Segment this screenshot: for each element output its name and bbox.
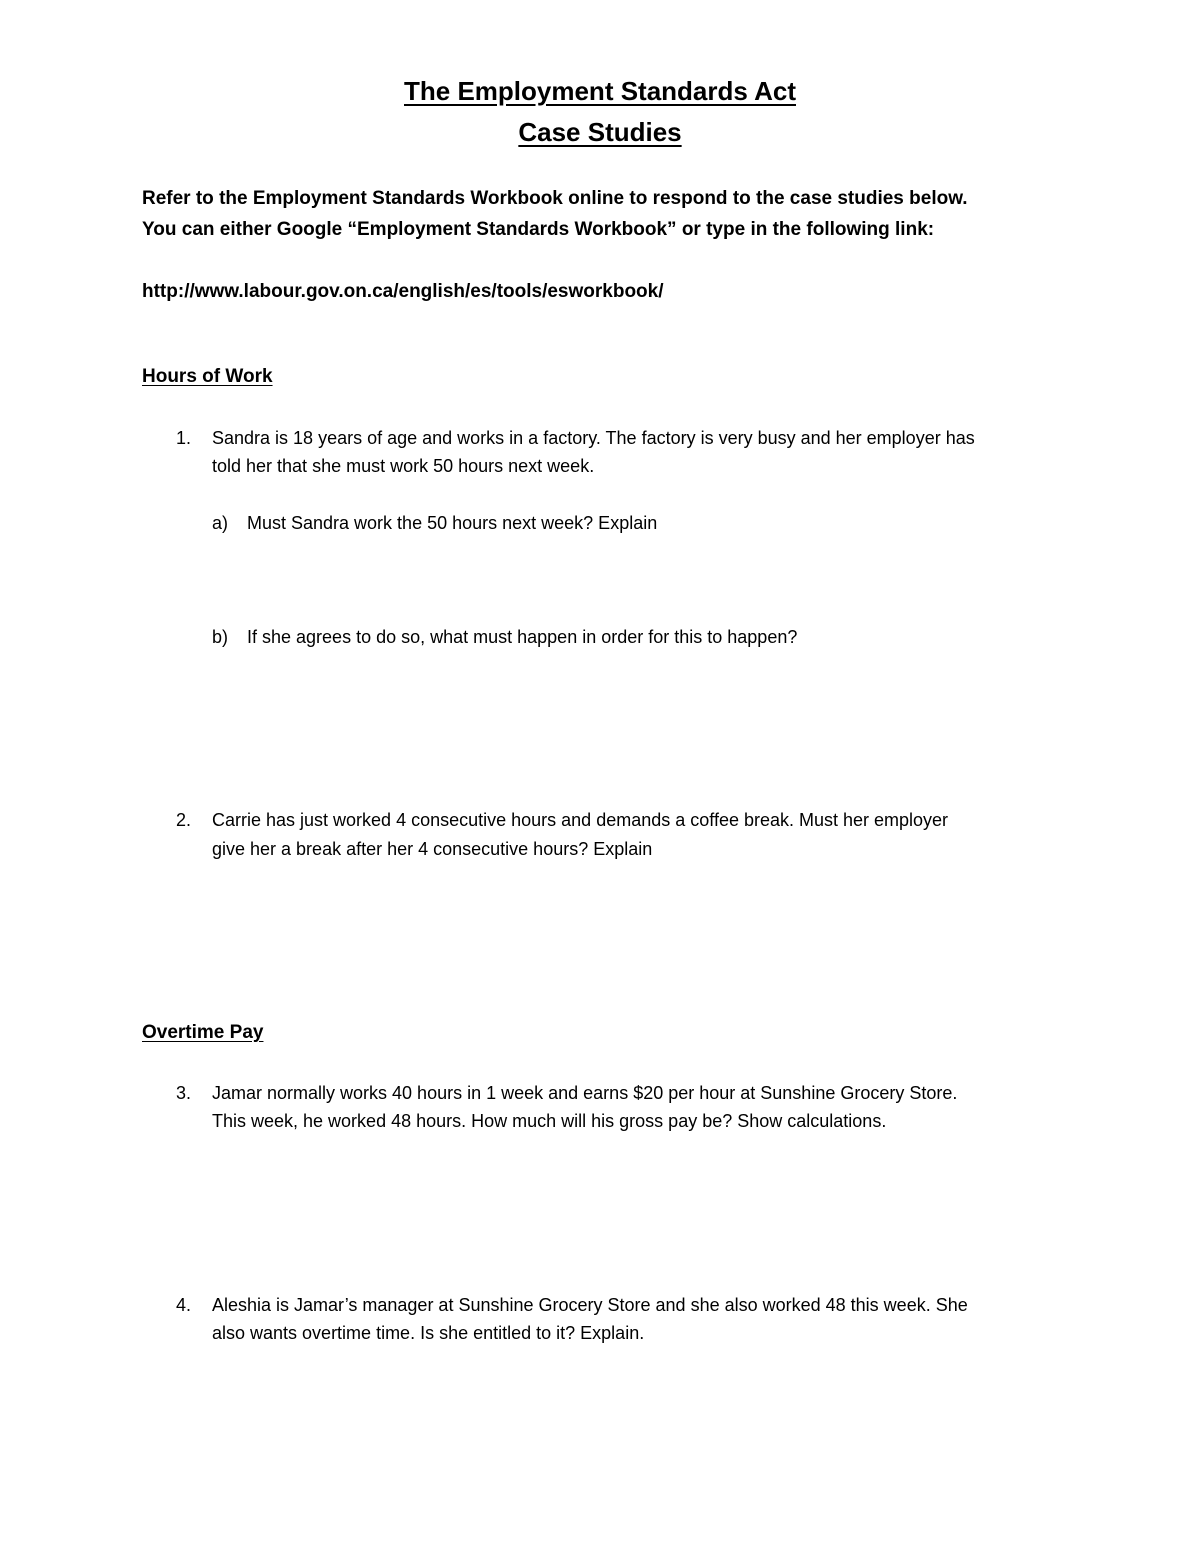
- question-2-line-1: Carrie has just worked 4 consecutive hours and demands a coffee break. Must her employer: [212, 810, 949, 830]
- intro-line-1: Refer to the Employment Standards Workbook online to respond to the case studies below.: [142, 188, 968, 209]
- question-number: 2.: [176, 810, 192, 830]
- question-4-line-2: also wants overtime time. Is she entitled to it? Explain.: [212, 1323, 645, 1343]
- question-1-line-1: Sandra is 18 years of age and works in a factory. The factory is very busy and her employer has: [212, 428, 975, 448]
- question-number: 3.: [176, 1083, 192, 1103]
- question-3-line-2: This week, he worked 48 hours. How much will his gross pay be? Show calculations.: [212, 1111, 887, 1131]
- intro-line-2: You can either Google “Employment Standards Workbook” or type in the following link:: [142, 219, 935, 240]
- question-number: 4.: [176, 1295, 192, 1315]
- question-1b-text: If she agrees to do so, what must happen in order for this to happen?: [247, 627, 798, 647]
- question-3-line-1: Jamar normally works 40 hours in 1 week and earns $20 per hour at Sunshine Grocery Store.: [212, 1083, 958, 1103]
- question-1b-label: b): [212, 627, 229, 647]
- document-title: The Employment Standards Act: [404, 76, 796, 106]
- question-1-line-2: told her that she must work 50 hours next week.: [212, 456, 595, 476]
- workbook-link[interactable]: http://www.labour.gov.on.ca/english/es/tools/esworkbook/: [142, 281, 664, 302]
- question-number: 1.: [176, 428, 192, 448]
- section-heading-hours-of-work: Hours of Work: [142, 366, 273, 387]
- question-1a-label: a): [212, 513, 229, 533]
- section-heading-overtime-pay: Overtime Pay: [142, 1022, 264, 1043]
- question-1a-text: Must Sandra work the 50 hours next week? Explain: [247, 513, 658, 533]
- question-2-line-2: give her a break after her 4 consecutive hours? Explain: [212, 839, 653, 859]
- question-4-line-1: Aleshia is Jamar’s manager at Sunshine Grocery Store and she also worked 48 this week. She: [212, 1295, 968, 1315]
- document-subtitle: Case Studies: [518, 117, 682, 147]
